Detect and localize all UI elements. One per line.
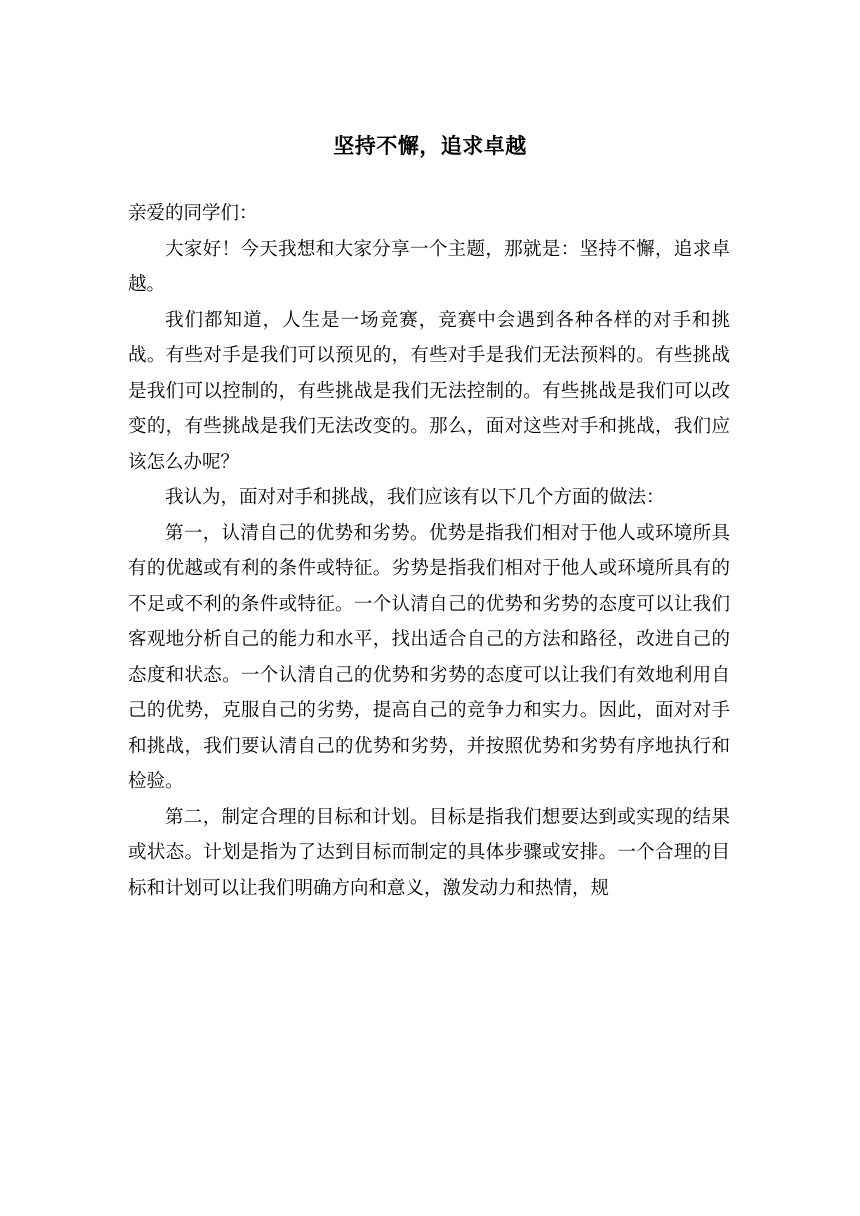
paragraph-greeting: 大家好！今天我想和大家分享一个主题，那就是：坚持不懈，追求卓越。	[128, 238, 730, 295]
paragraph-point-two: 第二，制定合理的目标和计划。目标是指我们想要达到或实现的结果或状态。计划是指为了达到目标而制定的具体步骤或安排。一个合理的目标和计划可以让我们明确方向和意义，激发动力和热情，规	[128, 806, 730, 899]
document-body	[128, 196, 730, 906]
salutation: 亲爱的同学们：	[128, 203, 258, 224]
paragraph-competition: 我们都知道，人生是一场竞赛，竞赛中会遇到各种各样的对手和挑战。有些对手是我们可以预见的，有些对手是我们无法预料的。有些挑战是我们可以控制的，有些挑战是我们无法控制的。有些挑战是我们可以改变的，有些挑战是我们无法改变的。那么，面对这些对手和挑战，我们应该怎么办呢？	[128, 309, 730, 473]
paragraph-point-one: 第一，认清自己的优势和劣势。优势是指我们相对于他人或环境所具有的优越或有利的条件或特征。劣势是指我们相对于他人或环境所具有的不足或不利的条件或特征。一个认清自己的优势和劣势的态度可以让我们客观地分析自己的能力和水平，找出适合自己的方法和路径，改进自己的态度和状态。一个认清自己的优势和劣势的态度可以让我们有效地利用自己的优势，克服自己的劣势，提高自己的竞争力和实力。因此，面对对手和挑战，我们要认清自己的优势和劣势，并按照优势和劣势有序地执行和检验。	[128, 522, 730, 792]
document-title: 坚持不懈，追求卓越	[333, 134, 527, 158]
paragraph-approach: 我认为，面对对手和挑战，我们应该有以下几个方面的做法：	[165, 487, 665, 508]
